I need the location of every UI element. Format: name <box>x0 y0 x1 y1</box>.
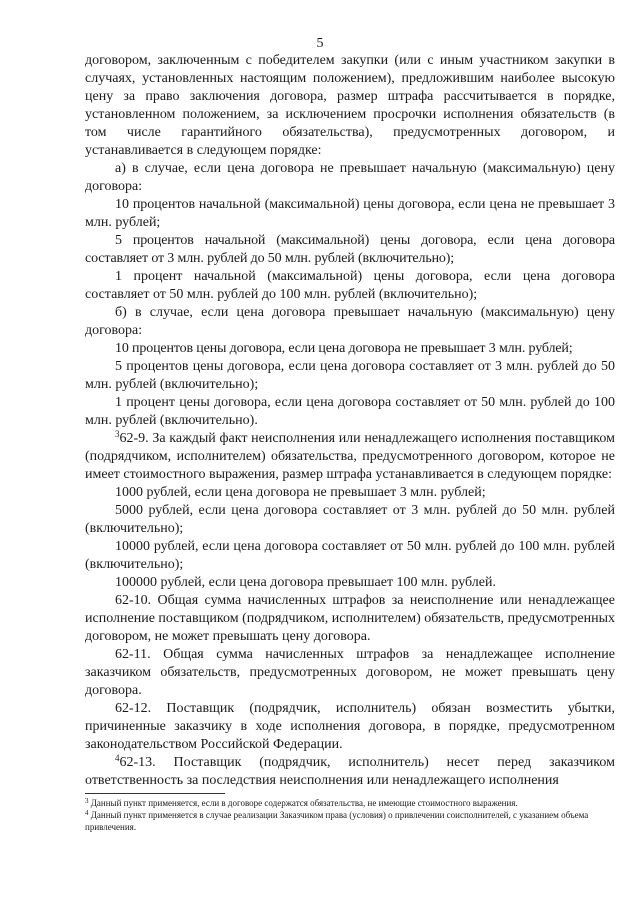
footnote-4-text: Данный пункт применяется в случае реализации Заказчиком права (условия) о привлечении соисполнителей, с указанием объема привлечения. <box>85 810 589 832</box>
paragraph-fine-1000: 1000 рублей, если цена договора не превышает 3 млн. рублей; <box>115 485 486 500</box>
footnote-ref-3: 3 <box>115 429 120 439</box>
paragraph-62-13 <box>85 754 615 790</box>
paragraph-62-10: 62-10. Общая сумма начисленных штрафов за неисполнение или ненадлежащее исполнение поставщиком (подрядчиком, исполнителем) обязательств, предусмотренных договором, не может превышать цену договора. <box>85 593 615 644</box>
page-number: 5 <box>316 36 324 51</box>
footnote-3 <box>85 797 615 809</box>
paragraph-62-13-text: 62-13. Поставщик (подрядчик, исполнитель) несет перед заказчиком ответственность за последствия неисполнения или ненадлежащего исполнения <box>85 755 615 788</box>
paragraph-a-1-percent: 1 процент начальной (максимальной) цены договора, если цена договора составляет от 50 млн. рублей до 100 млн. рублей (включительно); <box>85 269 615 302</box>
paragraph-62-9 <box>85 430 615 484</box>
paragraph-fine-10000: 10000 рублей, если цена договора составляет от 50 млн. рублей до 100 млн. рублей (включительно); <box>85 539 615 572</box>
footnote-4 <box>85 809 615 833</box>
paragraph-fine-100000: 100000 рублей, если цена договора превышает 100 млн. рублей. <box>115 575 496 590</box>
footnotes <box>85 797 615 833</box>
paragraph-fine-5000: 5000 рублей, если цена договора составляет от 3 млн. рублей до 50 млн. рублей (включительно); <box>85 503 615 536</box>
footnote-ref-4: 4 <box>115 753 120 763</box>
paragraph-case-b: б) в случае, если цена договора превышает начальную (максимальную) цену договора: <box>85 305 615 338</box>
paragraph-case-a: а) в случае, если цена договора не превышает начальную (максимальную) цену договора: <box>85 161 615 194</box>
paragraph-a-5-percent: 5 процентов начальной (максимальной) цены договора, если цена договора составляет от 3 млн. рублей до 50 млн. рублей (включительно); <box>85 233 615 266</box>
footnote-divider <box>85 793 225 794</box>
paragraph-b-1-percent: 1 процент цены договора, если цена договора составляет от 50 млн. рублей до 100 млн. рублей (включительно). <box>85 395 615 428</box>
document-body <box>85 52 615 790</box>
paragraph-contract-penalty-intro: договором, заключенным с победителем закупки (или с иным участником закупки в случаях, установленных настоящим положением), предложившим наиболее высокую цену за право заключения договора, размер штрафа рассчитывается в порядке, установленном положением, за исключением просрочки исполнения обязательств (в том числе гарантийного обязательства), предусмотренных договором, и устанавливается в следующем порядке: <box>85 53 615 158</box>
footnote-marker-3: 3 <box>85 797 89 805</box>
paragraph-b-10-percent: 10 процентов цены договора, если цена договора не превышает 3 млн. рублей; <box>115 341 573 356</box>
paragraph-62-9-text: 62-9. За каждый факт неисполнения или ненадлежащего исполнения поставщиком (подрядчиком, исполнителем) обязательства, предусмотренного договором, которое не имеет стоимостного выражения, размер штрафа устанавливается в следующем порядке: <box>85 431 615 482</box>
footnote-3-text: Данный пункт применяется, если в договоре содержатся обязательства, не имеющие стоимостного выражения. <box>90 798 518 808</box>
paragraph-b-5-percent: 5 процентов цены договора, если цена договора составляет от 3 млн. рублей до 50 млн. рублей (включительно); <box>85 359 615 392</box>
paragraph-62-11: 62-11. Общая сумма начисленных штрафов за ненадлежащее исполнение заказчиком обязательств, предусмотренных договором, не может превышать цену договора. <box>85 647 615 698</box>
footnote-marker-4: 4 <box>85 809 89 817</box>
paragraph-a-10-percent: 10 процентов начальной (максимальной) цены договора, если цена не превышает 3 млн. рублей; <box>85 197 615 230</box>
paragraph-62-12: 62-12. Поставщик (подрядчик, исполнитель) обязан возместить убытки, причиненные заказчику в ходе исполнения договора, в порядке, предусмотренном законодательством Российской Федерации. <box>85 701 615 752</box>
